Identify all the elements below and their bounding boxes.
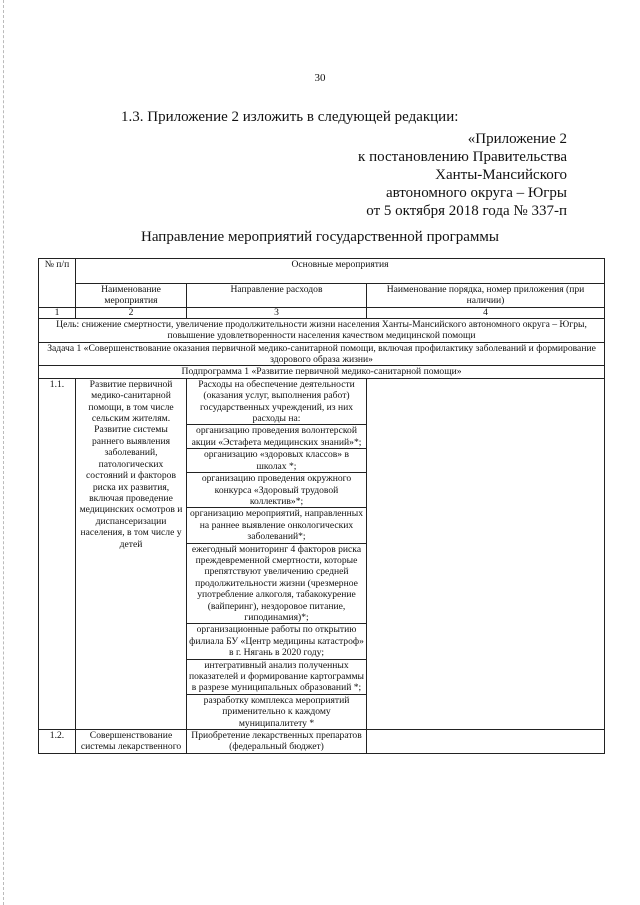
col-name-header: Наименование мероприятия [76,284,187,308]
row-number: 1.1. [39,378,76,729]
subprogram-row: Подпрограмма 1 «Развитие первичной медико-санитарной помощи» [39,366,605,378]
expenses-cell [187,730,367,754]
procedure-cell [367,730,605,754]
expense-item: разработку комплекса мероприятий применительно к каждому муниципалитету * [203,694,350,729]
appendix-line: к постановлению Правительства [358,149,567,165]
procedure-cell [367,378,605,729]
expense-item: организационные работы по открытию филиала БУ «Центр медицины катастроф» в г. Нягань в 2020 году; [187,624,366,659]
row-number: 1.2. [39,730,76,754]
col-index: 3 [187,307,367,318]
page-number: 30 [314,72,326,84]
col-procedure-header: Наименование порядка, номер приложения (при наличии) [367,284,605,308]
appendix-line: от 5 октября 2018 года № 337-п [366,203,567,219]
measure-name: Совершенствование системы лекарственного [76,730,187,754]
appendix-header [358,130,567,220]
main-measures-header: Основные мероприятия [76,259,605,284]
measures-table [38,258,605,754]
expense-item: организацию мероприятий, направленных на раннее выявление онкологических заболеваний*; [187,508,366,543]
appendix-line: автономного округа – Югры [385,185,567,201]
col-index: 2 [76,307,187,318]
appendix-line: «Приложение 2 [467,131,567,147]
expense-item: ежегодный мониторинг 4 факторов риска преждевременной смертности, которые препятствуют увеличению средней продолжительности жизни (чрезмерное употребление алкоголя, табакокурение (вайперинг), нездоровое питание, гиподинамия)*; [187,544,366,625]
expense-item: организацию проведения окружного конкурса «Здоровый трудовой коллектив»*; [187,473,366,508]
expense-item: организацию «здоровых классов» в школах *; [187,449,366,473]
appendix-line: Ханты-Мансийского [435,167,567,183]
expense-item: Приобретение лекарственных препаратов (федеральный бюджет) [191,730,362,753]
intro-text: 1.3. Приложение 2 изложить в следующей редакции: [121,109,459,125]
expense-item: организацию проведения волонтерской акции «Эстафета медицинских знаний»*; [187,425,366,449]
col-expenses-header: Направление расходов [187,284,367,308]
page-edge [3,0,5,905]
table-row [39,378,605,729]
expenses-cell [187,378,367,729]
table-row [39,730,605,754]
col-number-header: № п/п [39,259,76,308]
measure-name: Развитие первичной медико-санитарной помощи, в том числе сельским жителям. Развитие системы раннего выявления заболеваний, патологических состояний и факторов риска их развития, включая проведение медицинских осмотров и диспансеризации населения, в том числе у детей [76,378,187,729]
col-index: 4 [367,307,605,318]
col-index: 1 [39,307,76,318]
task-row: Задача 1 «Совершенствование оказания первичной медико-санитарной помощи, включая профилактику заболеваний и формирование здорового образа жизни» [39,342,605,366]
expense-item: Расходы на обеспечение деятельности (оказания услуг, выполнения работ) государственных учреждений, из них расходы на: [187,379,366,426]
goal-row: Цель: снижение смертности, увеличение продолжительности жизни населения Ханты-Мансийского автономного округа – Югры, повышение удовлетворенности населения качеством медицинской помощи [39,318,605,342]
expense-item: интегративный анализ полученных показателей и формирование картограммы в разрезе муниципальных образований *; [189,659,365,694]
document-title: Направление мероприятий государственной программы [141,229,499,245]
